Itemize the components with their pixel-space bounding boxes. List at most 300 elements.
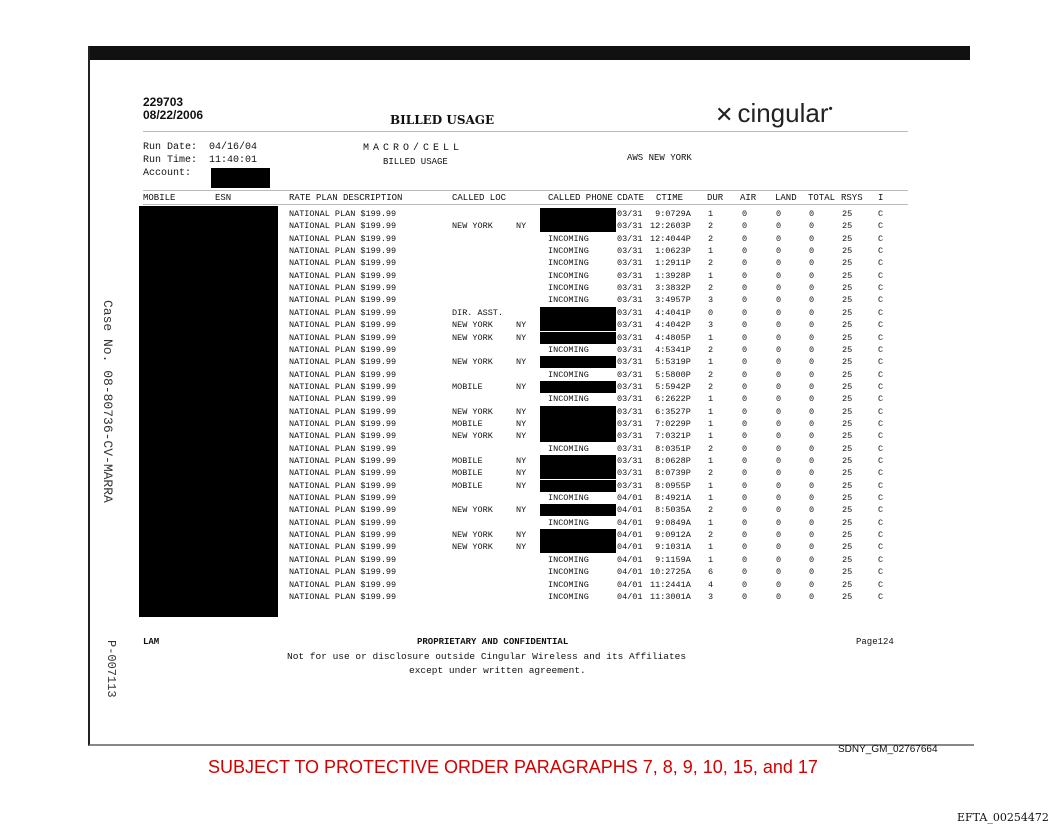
air-cell: 0	[742, 493, 748, 503]
footer-lam: LAM	[143, 637, 160, 647]
rate-plan-cell: NATIONAL PLAN $199.99	[289, 394, 397, 404]
rsys-cell: 25	[842, 567, 853, 577]
dur-cell: 1	[708, 555, 714, 565]
total-cell: 0	[809, 505, 815, 515]
dur-cell: 1	[708, 456, 714, 466]
air-cell: 0	[742, 431, 748, 441]
column-header: ESN	[215, 193, 232, 203]
dur-cell: 1	[708, 271, 714, 281]
rsys-cell: 25	[842, 468, 853, 478]
air-cell: 0	[742, 592, 748, 602]
indicator-cell: C	[878, 345, 884, 355]
ctime-cell: 5:5319P	[650, 357, 691, 367]
state-cell: NY	[516, 333, 527, 343]
cdate-cell: 04/01	[617, 493, 643, 503]
indicator-cell: C	[878, 592, 884, 602]
cdate-cell: 03/31	[617, 370, 643, 380]
indicator-cell: C	[878, 456, 884, 466]
total-cell: 0	[809, 394, 815, 404]
air-cell: 0	[742, 333, 748, 343]
cdate-cell: 03/31	[617, 345, 643, 355]
report-title: BILLED USAGE	[390, 113, 495, 127]
rsys-cell: 25	[842, 394, 853, 404]
rsys-cell: 25	[842, 308, 853, 318]
state-cell: NY	[516, 357, 527, 367]
state-cell: NY	[516, 481, 527, 491]
dur-cell: 2	[708, 345, 714, 355]
cdate-cell: 03/31	[617, 221, 643, 231]
ctime-cell: 7:0321P	[650, 431, 691, 441]
ctime-cell: 7:0229P	[650, 419, 691, 429]
rsys-cell: 25	[842, 246, 853, 256]
bates-number: P-007113	[104, 640, 118, 698]
air-cell: 0	[742, 481, 748, 491]
indicator-cell: C	[878, 542, 884, 552]
total-cell: 0	[809, 308, 815, 318]
dur-cell: 1	[708, 246, 714, 256]
rate-plan-cell: NATIONAL PLAN $199.99	[289, 382, 397, 392]
state-cell: NY	[516, 468, 527, 478]
notice-line-2: except under written agreement.	[409, 665, 586, 676]
state-cell: NY	[516, 530, 527, 540]
ctime-cell: 8:4921A	[650, 493, 691, 503]
cdate-cell: 03/31	[617, 431, 643, 441]
cdate-cell: 04/01	[617, 580, 643, 590]
cdate-cell: 03/31	[617, 283, 643, 293]
land-cell: 0	[776, 382, 782, 392]
air-cell: 0	[742, 505, 748, 515]
account-redaction	[211, 168, 270, 188]
called-phone-cell: INCOMING	[548, 394, 589, 404]
land-cell: 0	[776, 542, 782, 552]
cdate-cell: 03/31	[617, 468, 643, 478]
air-cell: 0	[742, 567, 748, 577]
rate-plan-cell: NATIONAL PLAN $199.99	[289, 518, 397, 528]
doc-id: 229703	[143, 95, 184, 109]
phone-redaction	[540, 467, 616, 479]
dur-cell: 2	[708, 258, 714, 268]
called-phone-cell: INCOMING	[548, 283, 589, 293]
air-cell: 0	[742, 209, 748, 219]
indicator-cell: C	[878, 246, 884, 256]
total-cell: 0	[809, 357, 815, 367]
ctime-cell: 12:4044P	[650, 234, 691, 244]
total-cell: 0	[809, 382, 815, 392]
called-phone-cell: INCOMING	[548, 493, 589, 503]
land-cell: 0	[776, 234, 782, 244]
called-phone-cell: INCOMING	[548, 592, 589, 602]
total-cell: 0	[809, 221, 815, 231]
land-cell: 0	[776, 357, 782, 367]
air-cell: 0	[742, 407, 748, 417]
indicator-cell: C	[878, 370, 884, 380]
cdate-cell: 04/01	[617, 555, 643, 565]
ctime-cell: 4:4042P	[650, 320, 691, 330]
cdate-cell: 03/31	[617, 246, 643, 256]
called-loc-cell: MOBILE	[452, 468, 483, 478]
ctime-cell: 4:4805P	[650, 333, 691, 343]
air-cell: 0	[742, 456, 748, 466]
rsys-cell: 25	[842, 555, 853, 565]
called-loc-cell: MOBILE	[452, 481, 483, 491]
indicator-cell: C	[878, 258, 884, 268]
air-cell: 0	[742, 345, 748, 355]
rsys-cell: 25	[842, 431, 853, 441]
indicator-cell: C	[878, 271, 884, 281]
dur-cell: 3	[708, 295, 714, 305]
column-header: DUR	[707, 193, 724, 203]
ctime-cell: 10:2725A	[650, 567, 691, 577]
dur-cell: 1	[708, 542, 714, 552]
total-cell: 0	[809, 234, 815, 244]
rate-plan-cell: NATIONAL PLAN $199.99	[289, 258, 397, 268]
phone-redaction	[540, 381, 616, 393]
dur-cell: 2	[708, 530, 714, 540]
land-cell: 0	[776, 271, 782, 281]
phone-redaction	[540, 332, 616, 344]
called-loc-cell: NEW YORK	[452, 407, 493, 417]
dur-cell: 6	[708, 567, 714, 577]
air-cell: 0	[742, 271, 748, 281]
dur-cell: 0	[708, 308, 714, 318]
total-cell: 0	[809, 542, 815, 552]
rsys-cell: 25	[842, 456, 853, 466]
case-number: Case No. 08-80736-CV-MARRA	[100, 300, 115, 503]
phone-redaction	[540, 220, 616, 232]
column-header: I	[878, 193, 884, 203]
state-cell: NY	[516, 221, 527, 231]
ctime-cell: 3:4957P	[650, 295, 691, 305]
rate-plan-cell: NATIONAL PLAN $199.99	[289, 555, 397, 565]
rsys-cell: 25	[842, 234, 853, 244]
indicator-cell: C	[878, 468, 884, 478]
called-loc-cell: MOBILE	[452, 382, 483, 392]
air-cell: 0	[742, 258, 748, 268]
air-cell: 0	[742, 382, 748, 392]
rate-plan-cell: NATIONAL PLAN $199.99	[289, 308, 397, 318]
dur-cell: 2	[708, 382, 714, 392]
air-cell: 0	[742, 370, 748, 380]
called-loc-cell: NEW YORK	[452, 333, 493, 343]
ctime-cell: 11:3001A	[650, 592, 691, 602]
cdate-cell: 03/31	[617, 258, 643, 268]
rate-plan-cell: NATIONAL PLAN $199.99	[289, 370, 397, 380]
phone-redaction	[540, 418, 616, 430]
protective-order-stamp: SUBJECT TO PROTECTIVE ORDER PARAGRAPHS 7, 8, 9, 10, 15, and 17	[208, 757, 818, 777]
dur-cell: 4	[708, 580, 714, 590]
rsys-cell: 25	[842, 518, 853, 528]
rate-plan-cell: NATIONAL PLAN $199.99	[289, 431, 397, 441]
logo-text: cingular	[737, 98, 829, 128]
total-cell: 0	[809, 567, 815, 577]
dur-cell: 2	[708, 283, 714, 293]
called-loc-cell: NEW YORK	[452, 357, 493, 367]
indicator-cell: C	[878, 394, 884, 404]
phone-redaction	[540, 455, 616, 467]
air-cell: 0	[742, 308, 748, 318]
total-cell: 0	[809, 283, 815, 293]
called-phone-cell: INCOMING	[548, 246, 589, 256]
cdate-cell: 03/31	[617, 295, 643, 305]
land-cell: 0	[776, 592, 782, 602]
total-cell: 0	[809, 456, 815, 466]
phone-redaction	[540, 529, 616, 541]
ctime-cell: 8:0955P	[650, 481, 691, 491]
state-cell: NY	[516, 505, 527, 515]
run-date: Run Date: 04/16/04	[143, 142, 258, 153]
rate-plan-cell: NATIONAL PLAN $199.99	[289, 283, 397, 293]
indicator-cell: C	[878, 518, 884, 528]
called-phone-cell: INCOMING	[548, 258, 589, 268]
ctime-cell: 1:0623P	[650, 246, 691, 256]
cdate-cell: 04/01	[617, 518, 643, 528]
indicator-cell: C	[878, 530, 884, 540]
rsys-cell: 25	[842, 505, 853, 515]
ctime-cell: 6:2622P	[650, 394, 691, 404]
state-cell: NY	[516, 320, 527, 330]
indicator-cell: C	[878, 209, 884, 219]
rsys-cell: 25	[842, 419, 853, 429]
rsys-cell: 25	[842, 407, 853, 417]
notice-line-1: Not for use or disclosure outside Cingular Wireless and its Affiliates	[287, 651, 687, 662]
run-time: Run Time: 11:40:01	[143, 155, 258, 166]
dur-cell: 3	[708, 320, 714, 330]
dur-cell: 1	[708, 481, 714, 491]
total-cell: 0	[809, 468, 815, 478]
ctime-cell: 9:0729A	[650, 209, 691, 219]
air-cell: 0	[742, 221, 748, 231]
state-cell: NY	[516, 456, 527, 466]
indicator-cell: C	[878, 555, 884, 565]
total-cell: 0	[809, 518, 815, 528]
air-cell: 0	[742, 394, 748, 404]
cdate-cell: 03/31	[617, 419, 643, 429]
land-cell: 0	[776, 333, 782, 343]
rsys-cell: 25	[842, 345, 853, 355]
doc-date: 08/22/2006	[143, 108, 204, 122]
ctime-cell: 11:2441A	[650, 580, 691, 590]
column-header: RSYS	[841, 193, 863, 203]
called-phone-cell: INCOMING	[548, 370, 589, 380]
total-cell: 0	[809, 580, 815, 590]
column-header: CALLED PHONE	[548, 193, 613, 203]
rsys-cell: 25	[842, 382, 853, 392]
dur-cell: 3	[708, 592, 714, 602]
phone-redaction	[540, 319, 616, 331]
state-cell: NY	[516, 431, 527, 441]
state-cell: NY	[516, 407, 527, 417]
phone-redaction	[540, 356, 616, 368]
rate-plan-cell: NATIONAL PLAN $199.99	[289, 456, 397, 466]
indicator-cell: C	[878, 431, 884, 441]
ctime-cell: 1:3928P	[650, 271, 691, 281]
called-loc-cell: NEW YORK	[452, 320, 493, 330]
cdate-cell: 03/31	[617, 271, 643, 281]
land-cell: 0	[776, 407, 782, 417]
air-cell: 0	[742, 419, 748, 429]
rate-plan-cell: NATIONAL PLAN $199.99	[289, 357, 397, 367]
cdate-cell: 03/31	[617, 234, 643, 244]
cingular-logo: ✕ cingular•	[715, 98, 833, 128]
billed-usage-label: BILLED USAGE	[383, 157, 448, 167]
rate-plan-cell: NATIONAL PLAN $199.99	[289, 209, 397, 219]
air-cell: 0	[742, 542, 748, 552]
rate-plan-cell: NATIONAL PLAN $199.99	[289, 567, 397, 577]
rsys-cell: 25	[842, 357, 853, 367]
cdate-cell: 04/01	[617, 542, 643, 552]
called-loc-cell: MOBILE	[452, 456, 483, 466]
called-loc-cell: NEW YORK	[452, 505, 493, 515]
rsys-cell: 25	[842, 258, 853, 268]
ctime-cell: 9:0912A	[650, 530, 691, 540]
dur-cell: 1	[708, 357, 714, 367]
called-phone-cell: INCOMING	[548, 444, 589, 454]
called-loc-cell: NEW YORK	[452, 431, 493, 441]
dur-cell: 2	[708, 221, 714, 231]
phone-redaction	[540, 430, 616, 442]
rate-plan-cell: NATIONAL PLAN $199.99	[289, 295, 397, 305]
rate-plan-cell: NATIONAL PLAN $199.99	[289, 530, 397, 540]
dur-cell: 1	[708, 518, 714, 528]
proprietary-label: PROPRIETARY AND CONFIDENTIAL	[417, 637, 569, 647]
rate-plan-cell: NATIONAL PLAN $199.99	[289, 444, 397, 454]
state-cell: NY	[516, 382, 527, 392]
indicator-cell: C	[878, 444, 884, 454]
rsys-cell: 25	[842, 320, 853, 330]
rsys-cell: 25	[842, 530, 853, 540]
indicator-cell: C	[878, 295, 884, 305]
total-cell: 0	[809, 407, 815, 417]
rate-plan-cell: NATIONAL PLAN $199.99	[289, 580, 397, 590]
cdate-cell: 03/31	[617, 481, 643, 491]
rsys-cell: 25	[842, 333, 853, 343]
ctime-cell: 1:2911P	[650, 258, 691, 268]
land-cell: 0	[776, 258, 782, 268]
rate-plan-cell: NATIONAL PLAN $199.99	[289, 505, 397, 515]
rsys-cell: 25	[842, 370, 853, 380]
indicator-cell: C	[878, 234, 884, 244]
land-cell: 0	[776, 283, 782, 293]
indicator-cell: C	[878, 419, 884, 429]
rate-plan-cell: NATIONAL PLAN $199.99	[289, 419, 397, 429]
rate-plan-cell: NATIONAL PLAN $199.99	[289, 468, 397, 478]
dur-cell: 2	[708, 370, 714, 380]
column-header: TOTAL	[808, 193, 836, 203]
state-cell: NY	[516, 419, 527, 429]
land-cell: 0	[776, 394, 782, 404]
dur-cell: 1	[708, 333, 714, 343]
land-cell: 0	[776, 456, 782, 466]
account-label: Account:	[143, 168, 192, 179]
rsys-cell: 25	[842, 444, 853, 454]
cdate-cell: 04/01	[617, 530, 643, 540]
indicator-cell: C	[878, 580, 884, 590]
rsys-cell: 25	[842, 271, 853, 281]
indicator-cell: C	[878, 481, 884, 491]
called-loc-cell: NEW YORK	[452, 542, 493, 552]
cdate-cell: 03/31	[617, 382, 643, 392]
cdate-cell: 03/31	[617, 456, 643, 466]
phone-redaction	[540, 541, 616, 553]
ctime-cell: 5:5942P	[650, 382, 691, 392]
called-phone-cell: INCOMING	[548, 518, 589, 528]
rate-plan-cell: NATIONAL PLAN $199.99	[289, 345, 397, 355]
ctime-cell: 4:4041P	[650, 308, 691, 318]
called-phone-cell: INCOMING	[548, 271, 589, 281]
ctime-cell: 6:3527P	[650, 407, 691, 417]
air-cell: 0	[742, 444, 748, 454]
rate-plan-cell: NATIONAL PLAN $199.99	[289, 271, 397, 281]
land-cell: 0	[776, 370, 782, 380]
rsys-cell: 25	[842, 209, 853, 219]
rsys-cell: 25	[842, 493, 853, 503]
land-cell: 0	[776, 493, 782, 503]
rsys-cell: 25	[842, 481, 853, 491]
dur-cell: 1	[708, 407, 714, 417]
called-phone-cell: INCOMING	[548, 295, 589, 305]
rate-plan-cell: NATIONAL PLAN $199.99	[289, 246, 397, 256]
cdate-cell: 04/01	[617, 592, 643, 602]
dur-cell: 1	[708, 394, 714, 404]
cdate-cell: 03/31	[617, 308, 643, 318]
dur-cell: 2	[708, 505, 714, 515]
air-cell: 0	[742, 357, 748, 367]
called-loc-cell: NEW YORK	[452, 530, 493, 540]
air-cell: 0	[742, 295, 748, 305]
page-number: Page124	[856, 637, 894, 647]
indicator-cell: C	[878, 567, 884, 577]
total-cell: 0	[809, 419, 815, 429]
total-cell: 0	[809, 431, 815, 441]
rsys-cell: 25	[842, 580, 853, 590]
air-cell: 0	[742, 518, 748, 528]
rsys-cell: 25	[842, 295, 853, 305]
cdate-cell: 04/01	[617, 567, 643, 577]
land-cell: 0	[776, 505, 782, 515]
land-cell: 0	[776, 580, 782, 590]
indicator-cell: C	[878, 333, 884, 343]
total-cell: 0	[809, 493, 815, 503]
indicator-cell: C	[878, 308, 884, 318]
land-cell: 0	[776, 518, 782, 528]
rate-plan-cell: NATIONAL PLAN $199.99	[289, 592, 397, 602]
land-cell: 0	[776, 555, 782, 565]
called-loc-cell: MOBILE	[452, 419, 483, 429]
called-phone-cell: INCOMING	[548, 345, 589, 355]
rate-plan-cell: NATIONAL PLAN $199.99	[289, 333, 397, 343]
dur-cell: 1	[708, 209, 714, 219]
rsys-cell: 25	[842, 221, 853, 231]
cingular-jack-icon: ✕	[715, 102, 734, 127]
total-cell: 0	[809, 481, 815, 491]
ctime-cell: 3:3832P	[650, 283, 691, 293]
region-label: AWS NEW YORK	[627, 153, 692, 163]
dur-cell: 2	[708, 468, 714, 478]
total-cell: 0	[809, 370, 815, 380]
total-cell: 0	[809, 444, 815, 454]
column-header: LAND	[775, 193, 797, 203]
indicator-cell: C	[878, 382, 884, 392]
total-cell: 0	[809, 320, 815, 330]
total-cell: 0	[809, 295, 815, 305]
column-header: AIR	[740, 193, 757, 203]
rate-plan-cell: NATIONAL PLAN $199.99	[289, 221, 397, 231]
phone-redaction	[540, 307, 616, 319]
land-cell: 0	[776, 431, 782, 441]
rate-plan-cell: NATIONAL PLAN $199.99	[289, 481, 397, 491]
efta-stamp: EFTA_00254472	[957, 811, 1049, 824]
called-loc-cell: DIR. ASST.	[452, 308, 504, 318]
